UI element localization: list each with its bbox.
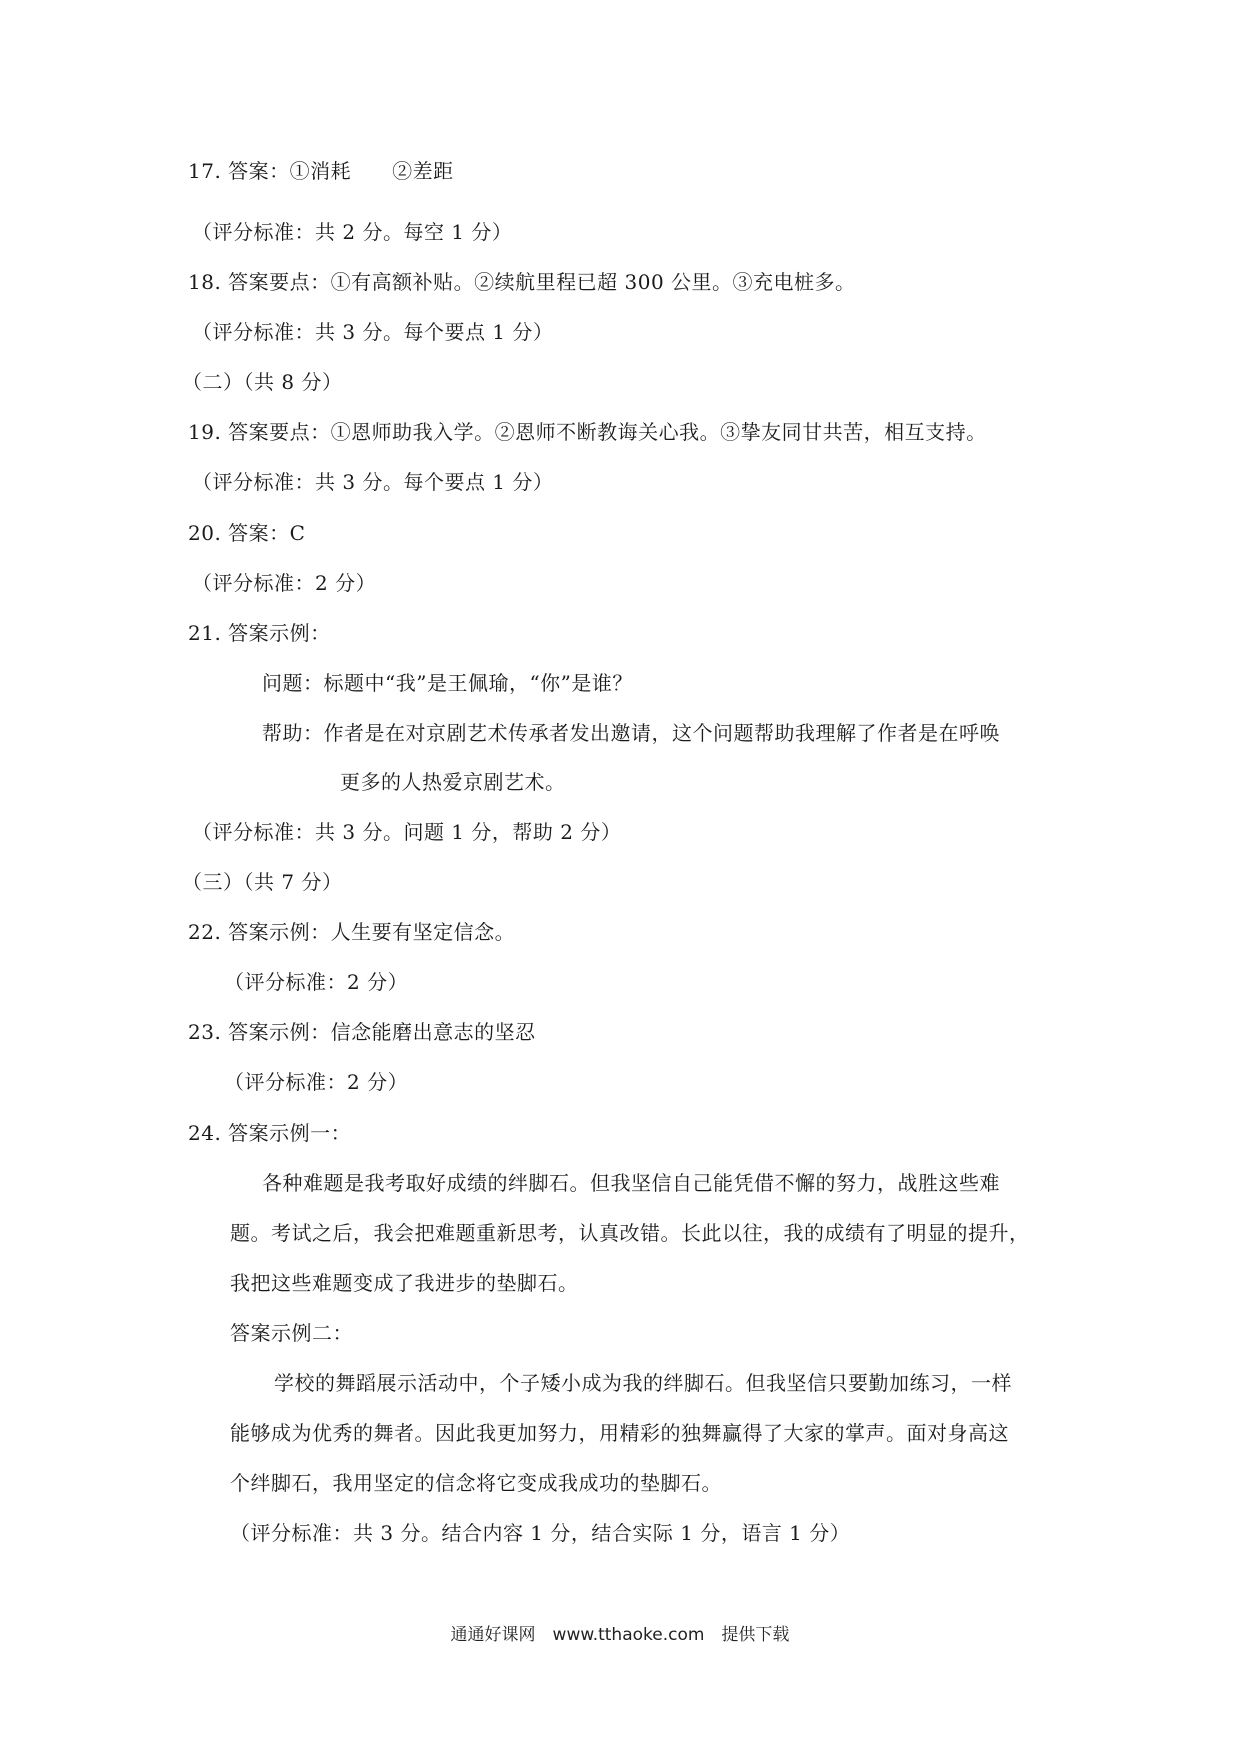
q24-heading: 24. 答案示例一： [188, 1121, 352, 1145]
q19-scoring: （评分标准：共 3 分。每个要点 1 分） [192, 470, 554, 494]
q24-example-1-line-1: 各种难题是我考取好成绩的绊脚石。但我坚信自己能凭借不懈的努力，战胜这些难 [262, 1171, 1000, 1195]
section-2-heading: （二）（共 8 分） [182, 370, 343, 394]
q20-answer: 20. 答案：C [188, 521, 306, 545]
q24-example-2-line-3: 个绊脚石，我用坚定的信念将它变成我成功的垫脚石。 [230, 1471, 722, 1495]
q24-example-1-line-3: 我把这些难题变成了我进步的垫脚石。 [230, 1271, 579, 1295]
q22-answer: 22. 答案示例：人生要有坚定信念。 [188, 920, 516, 944]
q23-scoring: （评分标准：2 分） [224, 1070, 409, 1094]
q17-scoring: （评分标准：共 2 分。每空 1 分） [192, 220, 513, 244]
footer-download-notice: 通通好课网 www.tthaoke.com 提供下载 [450, 1625, 790, 1645]
section-3-heading: （三）（共 7 分） [182, 870, 343, 894]
q18-scoring: （评分标准：共 3 分。每个要点 1 分） [192, 320, 554, 344]
q24-example-2-line-2: 能够成为优秀的舞者。因此我更加努力，用精彩的独舞赢得了大家的掌声。面对身高这 [230, 1421, 1009, 1445]
q23-answer: 23. 答案示例：信念能磨出意志的坚忍 [188, 1020, 536, 1044]
q17-answer: 17. 答案：①消耗 ②差距 [188, 159, 454, 183]
q21-help-line-1: 帮助：作者是在对京剧艺术传承者发出邀请，这个问题帮助我理解了作者是在呼唤 [262, 721, 1000, 745]
q24-example-2-heading: 答案示例二： [230, 1321, 353, 1345]
q21-scoring: （评分标准：共 3 分。问题 1 分，帮助 2 分） [192, 820, 622, 844]
q21-heading: 21. 答案示例： [188, 621, 331, 645]
q21-help-line-2: 更多的人热爱京剧艺术。 [340, 770, 566, 794]
q19-answer: 19. 答案要点：①恩师助我入学。②恩师不断教诲关心我。③挚友同甘共苦，相互支持。 [188, 420, 987, 444]
q24-example-2-line-1: 学校的舞蹈展示活动中，个子矮小成为我的绊脚石。但我坚信只要勤加练习，一样 [274, 1371, 1012, 1395]
q18-answer: 18. 答案要点：①有高额补贴。②续航里程已超 300 公里。③充电桩多。 [188, 270, 856, 294]
q24-example-1-line-2: 题。考试之后，我会把难题重新思考，认真改错。长此以往，我的成绩有了明显的提升， [230, 1221, 1030, 1245]
q21-question: 问题：标题中“我”是王佩瑜，“你”是谁？ [262, 671, 633, 695]
q20-scoring: （评分标准：2 分） [192, 571, 377, 595]
q22-scoring: （评分标准：2 分） [224, 970, 409, 994]
q24-scoring: （评分标准：共 3 分。结合内容 1 分，结合实际 1 分，语言 1 分） [230, 1521, 851, 1545]
